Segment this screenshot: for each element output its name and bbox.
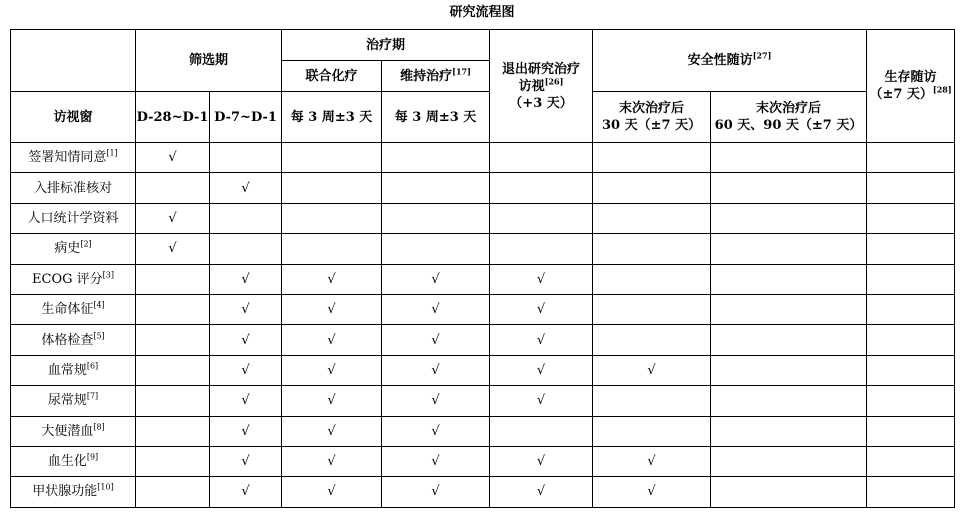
row-label-text: 尿常规 xyxy=(47,393,87,409)
table-cell xyxy=(711,446,867,476)
table-cell xyxy=(136,173,210,203)
table-cell xyxy=(490,294,593,324)
check-mark: √ xyxy=(431,454,440,470)
check-mark: √ xyxy=(327,484,336,500)
check-mark: √ xyxy=(327,362,336,378)
row-label xyxy=(11,477,136,507)
table-cell xyxy=(382,143,490,173)
row-label-ref: [6] xyxy=(86,361,99,371)
table-cell xyxy=(210,416,282,446)
table-cell xyxy=(210,294,282,324)
table-cell xyxy=(382,386,490,416)
table-row xyxy=(11,173,955,203)
check-mark: √ xyxy=(327,423,336,439)
page-title: 研究流程图 xyxy=(449,5,515,20)
table-cell xyxy=(210,446,282,476)
check-mark: √ xyxy=(536,332,546,348)
row-label-ref: [8] xyxy=(93,422,105,432)
table-cell xyxy=(867,234,955,264)
row-label xyxy=(11,203,136,233)
header-combo-window: 每 3 周±3 天 xyxy=(282,92,382,143)
table-cell xyxy=(382,416,490,446)
table-cell xyxy=(282,143,382,173)
table-row xyxy=(11,355,955,385)
table-cell xyxy=(136,416,210,446)
withdrawal-line3: （+3 天） xyxy=(509,95,573,111)
check-mark: √ xyxy=(431,271,440,287)
table-cell xyxy=(711,203,867,233)
table-cell xyxy=(711,386,867,416)
table-cell xyxy=(711,477,867,507)
header-safety xyxy=(593,30,867,92)
table-row xyxy=(11,203,955,233)
row-label-ref: [10] xyxy=(97,483,114,493)
check-mark: √ xyxy=(431,302,440,318)
table-cell xyxy=(593,143,711,173)
maintenance-ref: [17] xyxy=(452,66,471,77)
header-maint-window: 每 3 周±3 天 xyxy=(382,92,490,143)
withdrawal-ref: [26] xyxy=(544,76,564,87)
header-safety-60-90 xyxy=(711,92,867,143)
table-cell xyxy=(210,355,282,385)
check-mark: √ xyxy=(536,454,546,470)
survival-line2: （±7 天） xyxy=(869,87,933,102)
row-label-text: ECOG 评分 xyxy=(32,271,103,287)
table-cell xyxy=(282,264,382,294)
check-mark: √ xyxy=(536,393,546,409)
table-cell xyxy=(382,446,490,476)
table-cell xyxy=(282,294,382,324)
check-mark: √ xyxy=(327,454,336,470)
row-label xyxy=(11,143,136,173)
table-cell xyxy=(210,173,282,203)
table-row xyxy=(11,264,955,294)
row-label-ref: [4] xyxy=(93,300,105,310)
table-cell xyxy=(593,325,711,355)
table-row xyxy=(11,386,955,416)
row-label-ref: [9] xyxy=(86,452,99,462)
check-mark: √ xyxy=(241,362,250,378)
row-label-text: 血生化 xyxy=(47,454,87,470)
table-cell xyxy=(282,234,382,264)
row-label xyxy=(11,325,136,355)
check-mark: √ xyxy=(536,484,546,500)
table-cell xyxy=(490,416,593,446)
table-cell xyxy=(593,294,711,324)
table-cell xyxy=(711,173,867,203)
table-cell xyxy=(210,264,282,294)
safety60-line2: 60 天、90 天（±7 天） xyxy=(714,118,863,133)
safety60-line1: 末次治疗后 xyxy=(756,101,822,116)
check-mark: √ xyxy=(431,484,440,500)
table-cell xyxy=(711,355,867,385)
table-cell xyxy=(490,325,593,355)
table-cell xyxy=(593,446,711,476)
table-cell xyxy=(210,234,282,264)
table-cell xyxy=(210,203,282,233)
row-label-ref: [5] xyxy=(93,331,105,341)
table-cell xyxy=(282,446,382,476)
check-mark: √ xyxy=(241,423,250,439)
row-label-text: 甲状腺功能 xyxy=(32,484,98,500)
header-combo: 联合化疗 xyxy=(282,61,382,92)
check-mark: √ xyxy=(327,302,336,318)
table-cell xyxy=(382,477,490,507)
table-cell xyxy=(136,203,210,233)
row-label-text: 入排标准核对 xyxy=(33,180,112,196)
check-mark: √ xyxy=(327,393,336,409)
table-row xyxy=(11,325,955,355)
table-cell xyxy=(282,203,382,233)
row-label xyxy=(11,294,136,324)
table-cell xyxy=(382,173,490,203)
check-mark: √ xyxy=(241,271,250,287)
table-cell xyxy=(490,386,593,416)
table-cell xyxy=(593,234,711,264)
table-row xyxy=(11,234,955,264)
row-label xyxy=(11,446,136,476)
table-cell xyxy=(867,416,955,446)
header-screening: 筛选期 xyxy=(136,30,282,92)
table-cell xyxy=(711,325,867,355)
table-cell xyxy=(867,386,955,416)
table-cell xyxy=(382,203,490,233)
check-mark: √ xyxy=(431,393,440,409)
check-mark: √ xyxy=(431,332,440,348)
row-label-text: 病史 xyxy=(54,241,81,257)
table-cell xyxy=(867,203,955,233)
row-label-ref: [1] xyxy=(106,148,118,158)
table-cell xyxy=(136,325,210,355)
row-label xyxy=(11,416,136,446)
header-withdrawal xyxy=(490,30,593,143)
row-label-text: 人口统计学资料 xyxy=(27,210,119,226)
table-cell xyxy=(593,416,711,446)
maintenance-label: 维持治疗 xyxy=(400,68,453,84)
table-cell xyxy=(490,234,593,264)
table-cell xyxy=(136,477,210,507)
check-mark: √ xyxy=(168,210,177,226)
check-mark: √ xyxy=(647,362,656,378)
table-cell xyxy=(711,416,867,446)
header-d7: D-7~D-1 xyxy=(210,92,282,143)
table-cell xyxy=(382,325,490,355)
table-row xyxy=(11,446,955,476)
table-row xyxy=(11,416,955,446)
survival-ref: [28] xyxy=(932,84,952,95)
table-cell xyxy=(593,477,711,507)
table-cell xyxy=(136,386,210,416)
table-cell xyxy=(210,477,282,507)
table-cell xyxy=(490,143,593,173)
header-maintenance xyxy=(382,61,490,92)
table-cell xyxy=(136,143,210,173)
table-cell xyxy=(593,203,711,233)
row-label-ref: [7] xyxy=(86,391,99,401)
table-cell xyxy=(382,355,490,385)
study-flow-table xyxy=(10,29,955,508)
check-mark: √ xyxy=(327,271,336,287)
header-visit-window: 访视窗 xyxy=(11,92,136,143)
check-mark: √ xyxy=(431,423,440,439)
check-mark: √ xyxy=(536,271,546,287)
table-cell xyxy=(593,264,711,294)
safety-label: 安全性随访 xyxy=(687,53,753,68)
check-mark: √ xyxy=(168,150,177,166)
table-cell xyxy=(282,173,382,203)
table-cell xyxy=(867,446,955,476)
row-label-text: 血常规 xyxy=(47,362,87,378)
table-cell xyxy=(282,355,382,385)
check-mark: √ xyxy=(647,454,656,470)
table-cell xyxy=(711,264,867,294)
row-label-text: 签署知情同意 xyxy=(28,150,107,166)
table-cell xyxy=(382,234,490,264)
table-cell xyxy=(867,173,955,203)
check-mark: √ xyxy=(241,302,250,318)
table-cell xyxy=(282,386,382,416)
check-mark: √ xyxy=(241,454,250,470)
row-label-text: 生命体征 xyxy=(41,302,94,318)
table-cell xyxy=(593,355,711,385)
table-cell xyxy=(711,143,867,173)
header-row-1 xyxy=(11,30,955,61)
check-mark: √ xyxy=(647,484,656,500)
table-cell xyxy=(490,264,593,294)
row-label xyxy=(11,234,136,264)
table-cell xyxy=(593,386,711,416)
safety30-line2: 30 天（±7 天） xyxy=(601,118,702,133)
withdrawal-line2: 访视 xyxy=(518,78,545,94)
table-cell xyxy=(490,203,593,233)
header-survival xyxy=(867,30,955,143)
table-cell xyxy=(867,294,955,324)
row-label xyxy=(11,386,136,416)
table-cell xyxy=(490,477,593,507)
header-safety-30 xyxy=(593,92,711,143)
row-label xyxy=(11,264,136,294)
safety30-line1: 末次治疗后 xyxy=(619,101,685,116)
row-label-ref: [2] xyxy=(80,240,92,250)
check-mark: √ xyxy=(241,484,250,500)
table-cell xyxy=(382,264,490,294)
table-cell xyxy=(867,264,955,294)
check-mark: √ xyxy=(241,393,250,409)
check-mark: √ xyxy=(168,241,177,257)
table-cell xyxy=(867,355,955,385)
table-cell xyxy=(136,234,210,264)
table-cell xyxy=(136,264,210,294)
table-cell xyxy=(282,416,382,446)
check-mark: √ xyxy=(327,332,336,348)
safety-ref: [27] xyxy=(752,50,772,61)
table-cell xyxy=(867,143,955,173)
table-cell xyxy=(282,477,382,507)
table-row xyxy=(11,143,955,173)
table-cell xyxy=(382,294,490,324)
table-cell xyxy=(490,355,593,385)
row-label-text: 大便潜血 xyxy=(41,423,94,439)
table-cell xyxy=(867,477,955,507)
table-row xyxy=(11,477,955,507)
row-label xyxy=(11,355,136,385)
check-mark: √ xyxy=(431,362,440,378)
table-cell xyxy=(210,325,282,355)
check-mark: √ xyxy=(536,362,546,378)
row-label-text: 体格检查 xyxy=(41,332,94,348)
header-d28: D-28~D-1 xyxy=(136,92,210,143)
row-label xyxy=(11,173,136,203)
table-cell xyxy=(867,325,955,355)
row-label-ref: [3] xyxy=(102,270,114,280)
withdrawal-line1: 退出研究治疗 xyxy=(502,61,581,77)
table-cell xyxy=(282,325,382,355)
header-treatment: 治疗期 xyxy=(282,30,490,61)
table-cell xyxy=(711,294,867,324)
table-cell xyxy=(136,446,210,476)
survival-line1: 生存随访 xyxy=(884,70,937,85)
header-row-3 xyxy=(11,92,955,143)
table-cell xyxy=(490,173,593,203)
table-row xyxy=(11,294,955,324)
check-mark: √ xyxy=(241,332,250,348)
check-mark: √ xyxy=(241,180,250,196)
table-cell xyxy=(711,234,867,264)
table-cell xyxy=(136,355,210,385)
table-cell xyxy=(210,386,282,416)
table-cell xyxy=(210,143,282,173)
table-cell xyxy=(490,446,593,476)
check-mark: √ xyxy=(536,302,546,318)
table-cell xyxy=(593,173,711,203)
table-cell xyxy=(136,294,210,324)
header-blank-cell xyxy=(11,30,136,92)
